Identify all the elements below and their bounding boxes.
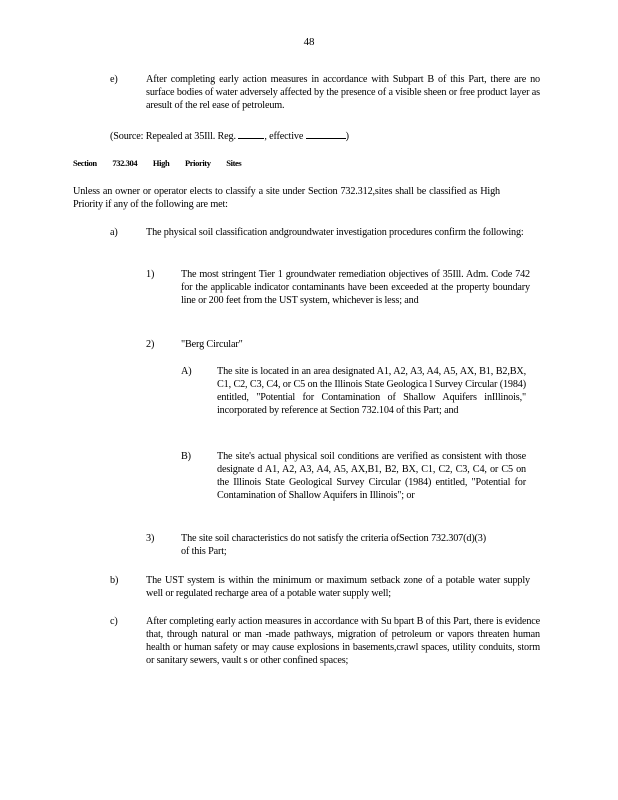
item-a-2-B-label: B) [181,451,191,462]
item-e [110,73,540,112]
item-a-2-text: "Berg Circular" [181,339,243,350]
item-a-1-text: The most stringent Tier 1 groundwater remediation objectives of 35Ill. Adm. Code 742 for the applicable indicator contaminants have been exceeded at the property boundary line or 200 feet from the UST system, whichever is less; and [181,269,530,306]
source-mid: , effective [264,131,304,142]
reg-blank [238,129,264,139]
item-c-label: c) [110,616,118,627]
item-a-label: a) [110,227,118,238]
item-c-text: After completing early action measures in accordance with Su bpart B of this Part, there is evidence that, through natural or man -made pathways, migration of petroleum or vapors threaten human health or human safety or may cause explosions in basements,crawl spaces, utility conduits, storm or sanitary sewers, vault s or other confined spaces; [146,616,540,666]
item-b-label: b) [110,575,119,586]
item-b-text: The UST system is within the minimum or maximum setback zone of a potable water supply well or regulated recharge area of a potable water supply well; [146,575,530,599]
item-a-3-text: The site soil characteristics do not satisfy the criteria ofSection 732.307(d)(3) of this Part; [181,533,486,557]
item-e-text: After completing early action measures in accordance with Subpart B of this Part, there are no surface bodies of water adversely affected by the presence of a visible sheen or free product layer as aresult of the rel ease of petroleum. [146,74,540,111]
item-a-2-A-label: A) [181,366,192,377]
item-a [110,226,530,239]
item-a-3-label: 3) [146,533,155,544]
intro-paragraph: Unless an owner or operator elects to classify a site under Section 732.312,sites shall be classified as High Priority if any of the following are met: [73,186,500,210]
item-a-1-label: 1) [146,269,155,280]
source-close: ) [345,131,349,142]
item-a-1 [146,268,530,307]
item-e-label: e) [110,74,118,85]
effective-blank [306,129,346,139]
source-open: (Source: Repealed at 35Ill. Reg. [110,131,236,142]
item-a-2-A [181,365,526,417]
item-a-2-label: 2) [146,339,155,350]
item-c [110,615,540,667]
section-heading: Section 732.304 High Priority Sites [73,158,242,168]
item-a-text: The physical soil classification andgroundwater investigation procedures confirm the following: [146,227,524,238]
item-b [110,574,530,600]
item-a-2-B [181,450,526,502]
page-number: 48 [303,36,315,48]
item-a-3 [146,532,486,558]
source-note [110,129,349,143]
item-a-2-A-text: The site is located in an area designated A1, A2, A3, A4, A5, AX, B1, B2,BX, C1, C2, C3, C4, or C5 on the Illinois State Geologica l Survey Circular (1984) entitled, "Potential for Contamination of Shallow Aquifers inIllinois," incorporated by reference at Section 732.104 of this Part; and [217,366,526,416]
item-a-2 [146,338,530,351]
item-a-2-B-text: The site's actual physical soil conditions are verified as consistent with those designate d A1, A2, A3, A4, A5, AX,B1, B2, BX, C1, C2, C3, C4, or C5 on the Illinois State Geological Survey Circular (1984) entitled, "Potential for Contamination of Shallow Aquifers in Illinois"; or [217,451,526,501]
